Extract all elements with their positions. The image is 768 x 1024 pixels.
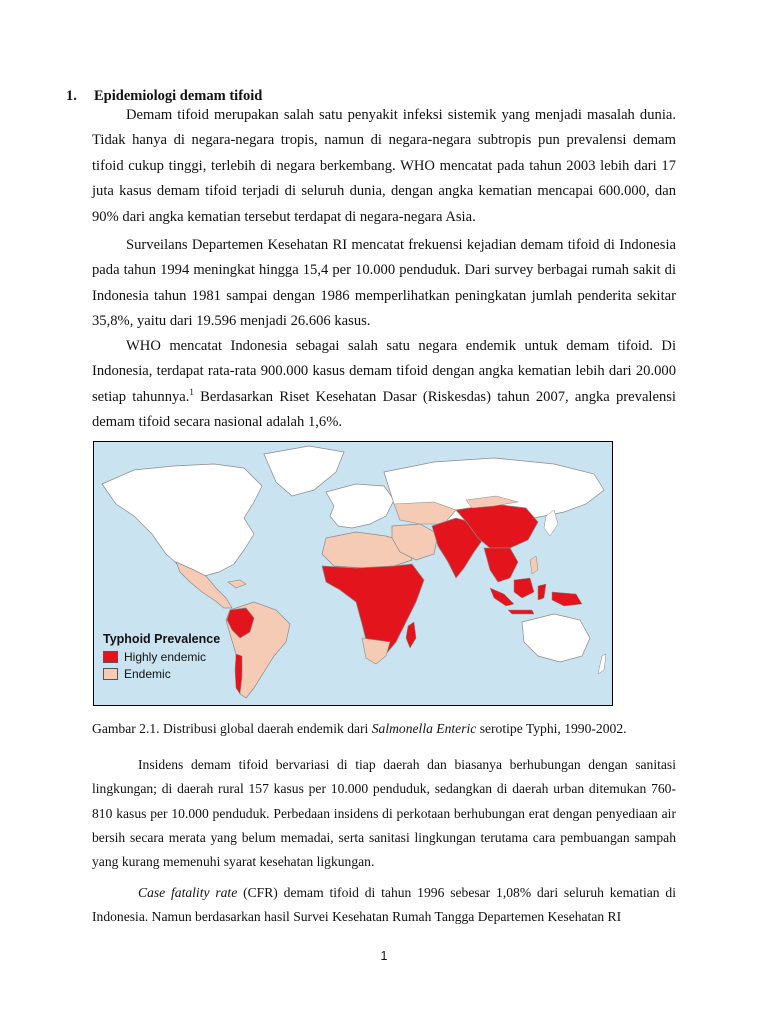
- page-number: 1: [380, 949, 388, 963]
- paragraph-4: [92, 753, 676, 874]
- paragraph-2-text: Surveilans Departemen Kesehatan RI mencatat frekuensi kejadian demam tifoid di Indonesia pada tahun 1994 meningkat hingga 15,4 per 10.000 penduduk. Dari survey berbagai rumah sakit di Indonesia tahun 1981 sampai dengan 1986 memperlihatkan peningkatan jumlah penderita sekitar 35,8%, yaitu dari 19.596 menjadi 26.606 kasus.: [92, 237, 676, 330]
- madagascar: [406, 622, 416, 648]
- caption-italic: Salmonella Enteric: [371, 721, 477, 736]
- southeast-asia: [484, 548, 518, 582]
- paragraph-1-text: Demam tifoid merupakan salah satu penyakit infeksi sistemik yang menjadi masalah dunia. Tidak hanya di negara-negara tropis, namun di negara-negara subtropis pun prevalensi demam tifoid cukup tinggi, terlebih di negara berkembang. WHO mencatat pada tahun 2003 lebih dari 17 juta kasus demam tifoid terjadi di seluruh dunia, dengan angka kematian mencapai 600.000, dan 90% dari angka kematian tersebut terdapat di negara-negara Asia.: [92, 107, 676, 225]
- paragraph-5-text: [92, 881, 676, 930]
- endemic-swatch: [103, 668, 118, 680]
- indonesia-borneo: [514, 578, 534, 598]
- caption-prefix: Gambar 2.1. Distribusi global daerah endemik dari: [92, 721, 372, 736]
- highly-endemic-swatch: [103, 651, 118, 663]
- caption-suffix: serotipe Typhi, 1990-2002.: [476, 721, 627, 736]
- section-title: Epidemiologi demam tifoid: [94, 88, 263, 104]
- figure-caption: [92, 721, 627, 737]
- new-zealand: [598, 654, 606, 674]
- paragraph-2: [92, 233, 676, 335]
- greenland: [264, 446, 344, 496]
- new-guinea: [552, 592, 582, 606]
- legend-item-endemic: [103, 665, 220, 682]
- southern-africa: [362, 638, 390, 664]
- legend-label-endemic: Endemic: [124, 666, 171, 681]
- paragraph-5-rest: (CFR) demam tifoid di tahun 1996 sebesar 1,08% dari seluruh kematian di Indonesia. Namun berdasarkan hasil Survei Kesehatan Rumah Tangga Departemen Kesehatan RI: [92, 885, 676, 925]
- map-legend: [103, 632, 220, 682]
- footnote-reference[interactable]: 1: [189, 386, 194, 397]
- section-number: 1.: [66, 88, 77, 104]
- paragraph-3-part-2: Berdasarkan Riset Kesehatan Dasar (Riskesdas) tahun 2007, angka prevalensi demam tifoid secara nasional adalah 1,6%.: [92, 388, 676, 431]
- paragraph-5: [92, 881, 676, 930]
- typhoid-world-map: [93, 441, 613, 706]
- australia: [522, 614, 590, 662]
- paragraph-5-italic: Case fatality rate: [138, 885, 238, 900]
- indonesia-sumatra: [490, 588, 514, 606]
- paragraph-3-text: [92, 334, 676, 436]
- europe: [326, 484, 394, 528]
- legend-item-highly-endemic: [103, 648, 220, 665]
- philippines: [530, 556, 538, 574]
- caribbean: [228, 580, 246, 588]
- legend-label-highly-endemic: Highly endemic: [124, 649, 207, 664]
- paragraph-1: [92, 103, 676, 230]
- indonesia-java: [508, 610, 534, 614]
- legend-title: Typhoid Prevalence: [103, 632, 221, 646]
- paragraph-4-text: Insidens demam tifoid bervariasi di tiap daerah dan biasanya berhubungan dengan sanitasi lingkungan; di daerah rural 157 kasus per 10.000 penduduk, sedangkan di daerah urban ditemukan 760-810 kasus per 10.000 penduduk. Perbedaan insidens di perkotaan berhubungan erat dengan penyediaan air bersih secara merata yang belum memadai, serta sanitasi lingkungan terutama cara pembuangan sampah yang kurang memenuhi syarat kesehatan ligkungan.: [92, 757, 676, 870]
- paragraph-3-part-1: WHO mencatat Indonesia sebagai salah satu negara endemik untuk demam tifoid. Di Indonesia, terdapat rata-rata 900.000 kasus demam tifoid dengan angka kematian lebih dari 20.000 setiap tahunnya.: [92, 338, 676, 405]
- paragraph-3: [92, 334, 676, 436]
- indonesia-sulawesi: [538, 584, 546, 600]
